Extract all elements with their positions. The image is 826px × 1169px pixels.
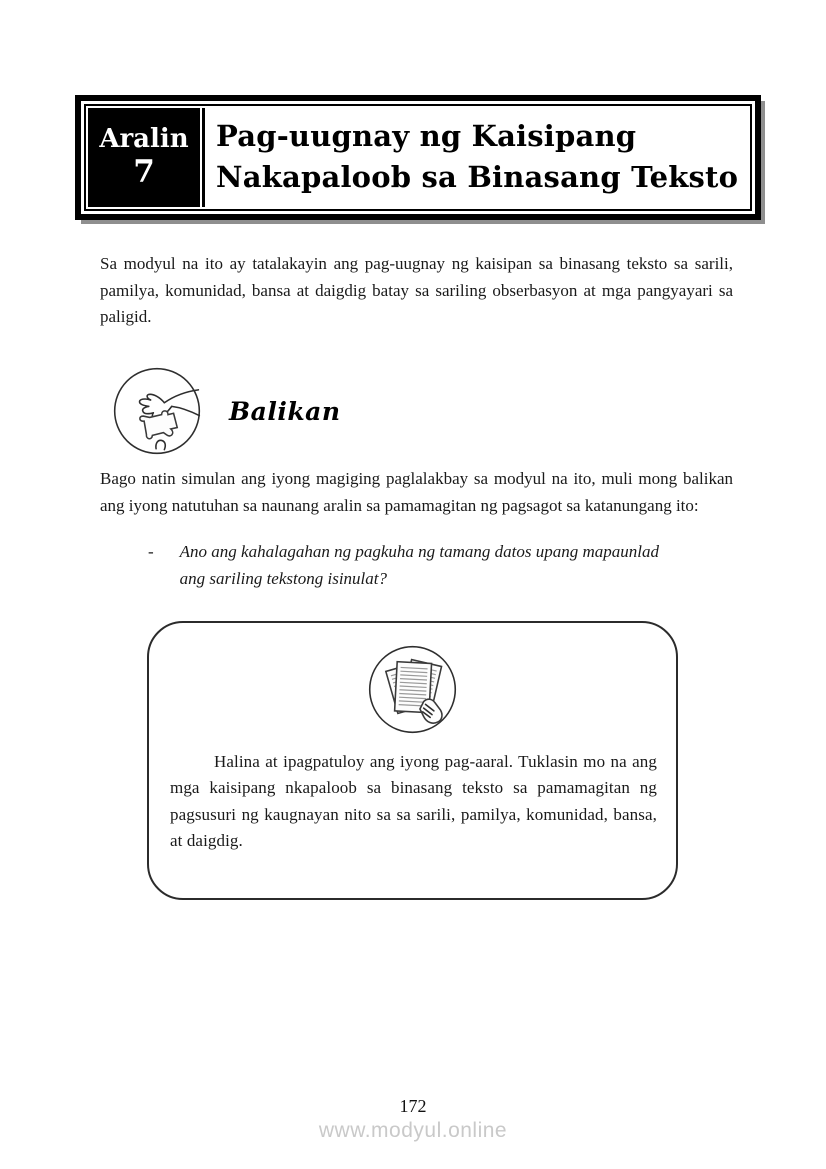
review-question — [148, 539, 682, 592]
lesson-title-line1: Pag-uugnay ng Kaisipang — [216, 119, 637, 153]
intro-paragraph: Sa modyul na ito ay tatalakayin ang pag-uugnay ng kaisipan sa binasang teksto sa sarili, pamilya, komunidad, bansa at daigdig batay sa sariling obserbasyon at mga pangyayari sa paligid. — [100, 254, 733, 327]
bullet-dash: - — [148, 542, 154, 561]
lesson-number-box — [88, 108, 200, 207]
lesson-title — [207, 108, 748, 207]
header-divider — [202, 108, 205, 207]
balikan-section-header — [111, 365, 341, 457]
callout-text: Halina at ipagpatuloy ang iyong pag-aaral. Tuklasin mo na ang mga kaisipang nkapaloob sa binasang teksto sa pamamagitan ng pagsusuri ng kaugnayan nito sa sa sarili, pamilya, komunidad, bansa, at daigdig. — [170, 752, 657, 851]
documents-hand-icon — [366, 643, 459, 736]
callout-box — [147, 621, 678, 900]
balikan-heading: Balikan — [229, 396, 341, 426]
balikan-paragraph: Bago natin simulan ang iyong magiging paglalakbay sa modyul na ito, muli mong balikan ang iyong natutuhan sa naunang aralin sa pamamagitan ng pagsagot sa katanungang ito: — [100, 469, 733, 515]
lesson-label: Aralin — [99, 123, 189, 154]
watermark: www.modyul.online — [318, 1119, 508, 1142]
lesson-title-line2: Nakapaloob sa Binasang Teksto — [216, 160, 739, 195]
puzzle-hand-icon — [111, 365, 203, 457]
page-number: 172 — [399, 1096, 427, 1116]
lesson-header — [75, 95, 761, 220]
review-question-text: Ano ang kahalagahan ng pagkuha ng tamang datos upang mapaunlad ang sariling tekstong isinulat? — [179, 542, 659, 588]
lesson-number: 7 — [133, 153, 155, 190]
lesson-header-inner — [84, 104, 752, 211]
